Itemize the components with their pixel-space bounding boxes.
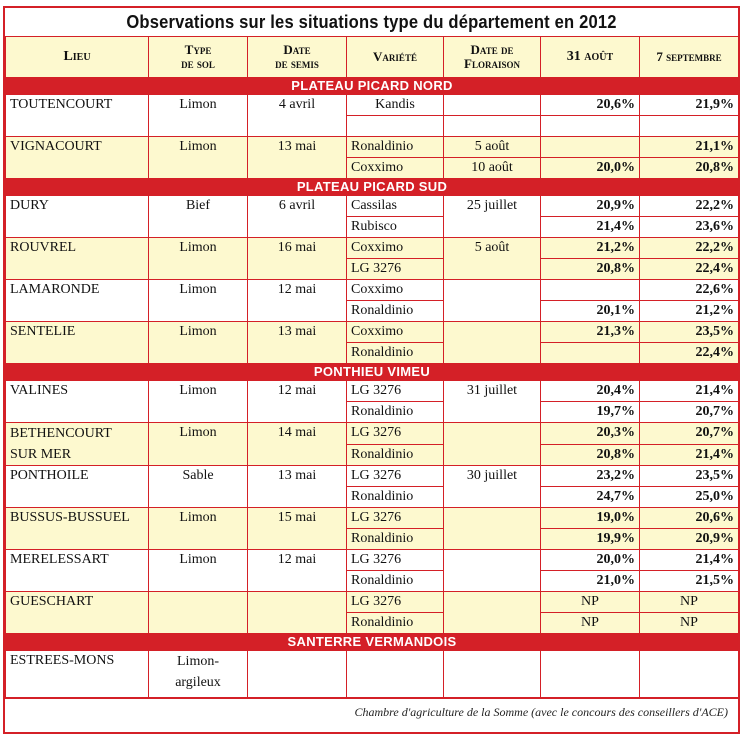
sept-cell: 22,4% [640, 343, 739, 364]
sept-cell [640, 116, 739, 137]
floraison-cell [444, 116, 541, 137]
floraison-cell [444, 95, 541, 116]
semis-cell [248, 592, 347, 634]
aout-cell: 20,0% [541, 550, 640, 571]
sept-cell: 23,5% [640, 322, 739, 343]
variete-cell: LG 3276 [347, 259, 444, 280]
floraison-cell: 10 août [444, 158, 541, 179]
sept-cell: 21,4% [640, 381, 739, 402]
variete-cell: Ronaldinio [347, 301, 444, 322]
variete-cell: Ronaldinio [347, 613, 444, 634]
table-row [6, 280, 739, 301]
semis-cell: 12 mai [248, 280, 347, 322]
region-label: PLATEAU PICARD SUD [6, 179, 739, 196]
variete-cell: LG 3276 [347, 466, 444, 487]
header-date-floraison: Date de Floraison [444, 37, 541, 78]
variete-cell: Coxximo [347, 322, 444, 343]
floraison-cell [444, 550, 541, 592]
aout-cell: 21,3% [541, 322, 640, 343]
sol-cell: Limon [149, 508, 248, 550]
aout-cell: 20,1% [541, 301, 640, 322]
sol-cell: Limon [149, 550, 248, 592]
aout-cell: 20,6% [541, 95, 640, 116]
sept-cell: 21,5% [640, 571, 739, 592]
lieu-cell: VIGNACOURT [6, 137, 149, 179]
header-variete: Variété [347, 37, 444, 78]
sept-cell: 20,7% [640, 402, 739, 423]
lieu-cell: TOUTENCOURT [6, 95, 149, 137]
sept-cell: 21,9% [640, 95, 739, 116]
aout-cell: NP [541, 592, 640, 613]
lieu-cell: VALINES [6, 381, 149, 423]
sol-cell: Limon [149, 137, 248, 179]
floraison-cell [444, 508, 541, 550]
floraison-cell: 31 juillet [444, 381, 541, 423]
aout-cell: 23,2% [541, 466, 640, 487]
sept-cell: 21,4% [640, 444, 739, 466]
sol-cell: Limon [149, 280, 248, 322]
sept-cell: 21,1% [640, 137, 739, 158]
table-row [6, 322, 739, 343]
semis-cell: 13 mai [248, 137, 347, 179]
sept-cell: 20,8% [640, 158, 739, 179]
aout-cell [541, 343, 640, 364]
header-date-semis: Date de semis [248, 37, 347, 78]
sept-cell: NP [640, 592, 739, 613]
sol-cell: Limon [149, 322, 248, 364]
aout-cell: 21,0% [541, 571, 640, 592]
sol-cell [149, 592, 248, 634]
floraison-cell: 25 juillet [444, 196, 541, 238]
sol-cell: Limon [149, 423, 248, 466]
sept-cell: NP [640, 613, 739, 634]
region-label: SANTERRE VERMANDOIS [6, 634, 739, 651]
variete-cell: Ronaldinio [347, 137, 444, 158]
sol-cell: Limon- argileux [149, 651, 248, 698]
variete-cell [347, 651, 444, 698]
table-row [6, 381, 739, 402]
aout-cell: NP [541, 613, 640, 634]
lieu-cell: BETHENCOURT SUR MER [6, 423, 149, 466]
region-row [6, 179, 739, 196]
variete-cell: LG 3276 [347, 508, 444, 529]
variete-cell [347, 116, 444, 137]
floraison-cell: 5 août [444, 137, 541, 158]
floraison-cell [444, 423, 541, 466]
sept-cell: 22,6% [640, 280, 739, 301]
sept-cell: 23,5% [640, 466, 739, 487]
page-title: Observations sur les situations type du département en 2012 [126, 12, 617, 32]
variete-cell: Ronaldinio [347, 529, 444, 550]
region-row [6, 78, 739, 95]
semis-cell [248, 651, 347, 698]
region-label: PLATEAU PICARD NORD [6, 78, 739, 95]
header-row [6, 37, 739, 78]
aout-cell: 19,0% [541, 508, 640, 529]
aout-cell [541, 651, 640, 698]
lieu-cell: ROUVREL [6, 238, 149, 280]
aout-cell: 20,8% [541, 444, 640, 466]
sept-cell: 22,4% [640, 259, 739, 280]
variete-cell: Coxximo [347, 280, 444, 301]
sol-cell: Sable [149, 466, 248, 508]
lieu-cell: PONTHOILE [6, 466, 149, 508]
sept-cell: 23,6% [640, 217, 739, 238]
table-row [6, 592, 739, 613]
header-31-aout: 31 août [541, 37, 640, 78]
lieu-cell: LAMARONDE [6, 280, 149, 322]
variete-cell: Rubisco [347, 217, 444, 238]
table-row [6, 651, 739, 698]
header-lieu: Lieu [6, 37, 149, 78]
sol-cell: Limon [149, 381, 248, 423]
sept-cell: 25,0% [640, 487, 739, 508]
semis-cell: 12 mai [248, 550, 347, 592]
variete-cell: Coxximo [347, 238, 444, 259]
semis-cell: 12 mai [248, 381, 347, 423]
table-frame [3, 6, 740, 734]
variete-cell: LG 3276 [347, 592, 444, 613]
floraison-cell [444, 322, 541, 364]
aout-cell: 19,9% [541, 529, 640, 550]
lieu-cell: BUSSUS-BUSSUEL [6, 508, 149, 550]
table-row [6, 238, 739, 259]
variete-cell: Ronaldinio [347, 402, 444, 423]
sept-cell: 20,7% [640, 423, 739, 445]
floraison-cell: 5 août [444, 238, 541, 280]
sept-cell: 21,4% [640, 550, 739, 571]
header-7-septembre: 7 septembre [640, 37, 739, 78]
semis-cell: 16 mai [248, 238, 347, 280]
sept-cell [640, 651, 739, 698]
sol-cell: Limon [149, 95, 248, 137]
sept-cell: 22,2% [640, 196, 739, 217]
aout-cell: 21,4% [541, 217, 640, 238]
table-row [6, 196, 739, 217]
table-row [6, 423, 739, 445]
lieu-cell: GUESCHART [6, 592, 149, 634]
sol-cell: Limon [149, 238, 248, 280]
aout-cell [541, 137, 640, 158]
aout-cell: 21,2% [541, 238, 640, 259]
header-type-sol: Type de sol [149, 37, 248, 78]
semis-cell: 13 mai [248, 466, 347, 508]
floraison-cell [444, 592, 541, 634]
variete-cell: LG 3276 [347, 423, 444, 445]
sept-cell: 22,2% [640, 238, 739, 259]
variete-cell: LG 3276 [347, 381, 444, 402]
aout-cell: 20,4% [541, 381, 640, 402]
aout-cell: 20,9% [541, 196, 640, 217]
sept-cell: 20,9% [640, 529, 739, 550]
variete-cell: Ronaldinio [347, 444, 444, 466]
table-row [6, 137, 739, 158]
table-row [6, 508, 739, 529]
floraison-cell [444, 280, 541, 322]
variete-cell: Ronaldinio [347, 343, 444, 364]
sept-cell: 21,2% [640, 301, 739, 322]
sol-cell: Bief [149, 196, 248, 238]
floraison-cell: 30 juillet [444, 466, 541, 508]
region-label: PONTHIEU VIMEU [6, 364, 739, 381]
variete-cell: Coxximo [347, 158, 444, 179]
aout-cell: 24,7% [541, 487, 640, 508]
lieu-cell: ESTREES-MONS [6, 651, 149, 698]
region-row [6, 364, 739, 381]
lieu-cell: SENTELIE [6, 322, 149, 364]
semis-cell: 6 avril [248, 196, 347, 238]
aout-cell [541, 116, 640, 137]
table-row [6, 466, 739, 487]
semis-cell: 15 mai [248, 508, 347, 550]
variete-cell: LG 3276 [347, 550, 444, 571]
floraison-cell [444, 651, 541, 698]
sept-cell: 20,6% [640, 508, 739, 529]
table-row [6, 550, 739, 571]
variete-cell: Kandis [347, 95, 444, 116]
region-row [6, 634, 739, 651]
semis-cell: 13 mai [248, 322, 347, 364]
table-row [6, 95, 739, 116]
aout-cell: 20,8% [541, 259, 640, 280]
variete-cell: Cassilas [347, 196, 444, 217]
semis-cell: 4 avril [248, 95, 347, 137]
aout-cell: 19,7% [541, 402, 640, 423]
observations-table [5, 36, 739, 698]
source-credit: Chambre d'agriculture de la Somme (avec le concours des conseillers d'ACE) [5, 698, 738, 725]
aout-cell [541, 280, 640, 301]
semis-cell: 14 mai [248, 423, 347, 466]
aout-cell: 20,0% [541, 158, 640, 179]
lieu-cell: DURY [6, 196, 149, 238]
aout-cell: 20,3% [541, 423, 640, 445]
variete-cell: Ronaldinio [347, 571, 444, 592]
variete-cell: Ronaldinio [347, 487, 444, 508]
lieu-cell: MERELESSART [6, 550, 149, 592]
